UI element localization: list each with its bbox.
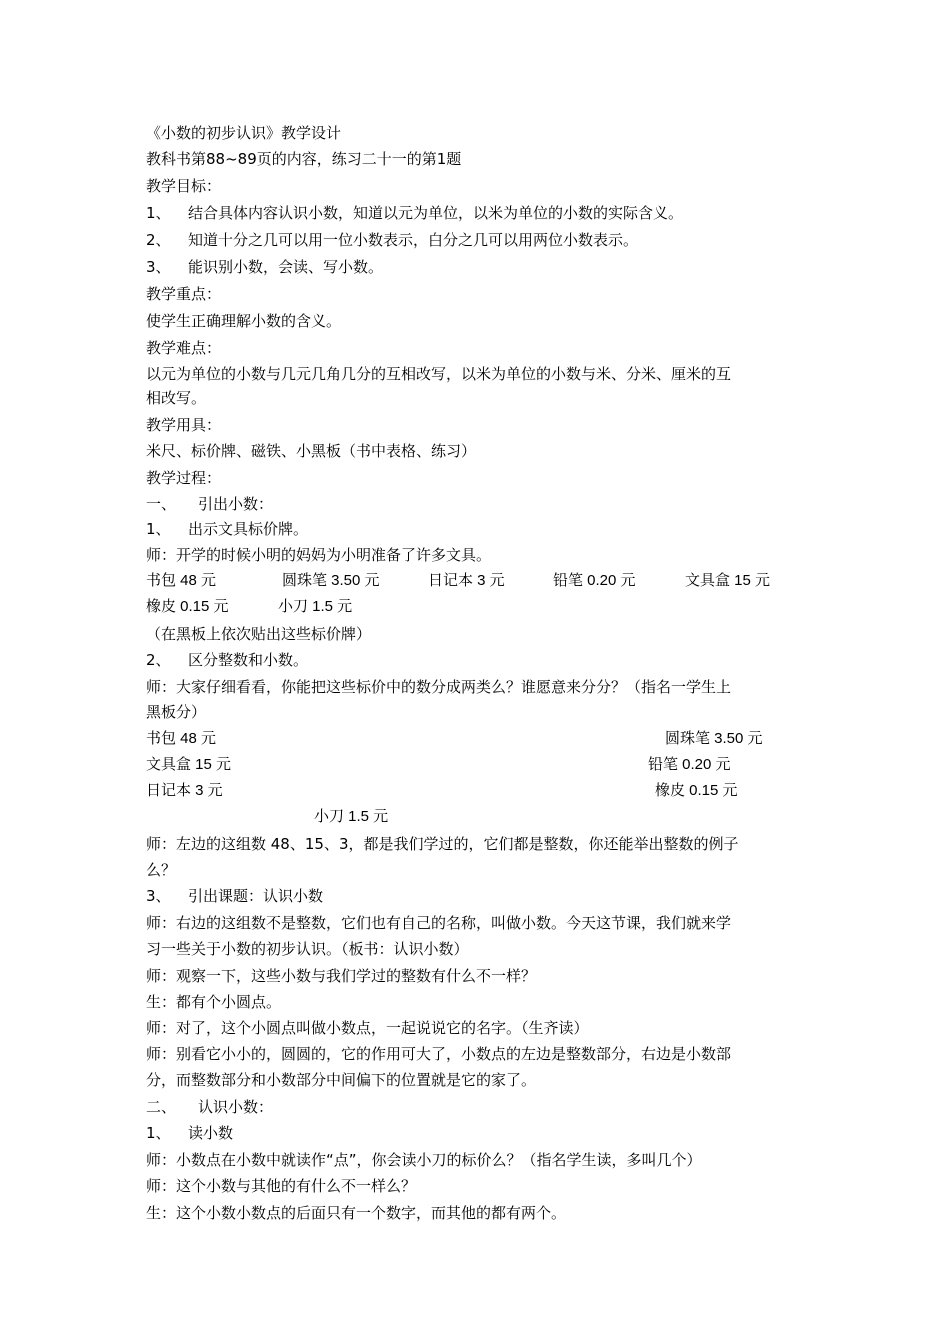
step-heading xyxy=(146,886,323,906)
dialogue-line: 师：右边的这组数不是整数，它们也有自己的名称，叫做小数。今天这节课，我们就来学 xyxy=(146,914,732,932)
integer-price: 书包 48 元 xyxy=(146,730,217,747)
goal-number: 2、 xyxy=(146,231,171,249)
difficulty-heading: 教学难点： xyxy=(146,339,222,357)
decimal-price: 圆珠笔 3.50 元 xyxy=(665,730,763,747)
dialogue-line: 么？ xyxy=(146,861,177,879)
dialogue-line: 师：别看它小小的，圆圆的，它的作用可大了，小数点的左边是整数部分，右边是小数部 xyxy=(146,1045,732,1063)
step-number: 3、 xyxy=(146,887,171,905)
section-title: 引出小数： xyxy=(198,495,274,513)
dialogue-line: 习一些关于小数的初步认识。（板书：认识小数） xyxy=(146,940,469,958)
price-tag: 书包 48 元 xyxy=(146,572,217,589)
tools-heading: 教学用具： xyxy=(146,416,222,434)
dialogue-line: 黑板分） xyxy=(146,703,207,721)
step-number: 1、 xyxy=(146,1124,171,1142)
dialogue-line: 生：这个小数小数点的后面只有一个数字，而其他的都有两个。 xyxy=(146,1204,567,1222)
dialogue-line: 生：都有个小圆点。 xyxy=(146,993,282,1011)
goal-number: 1、 xyxy=(146,204,171,222)
section-title: 认识小数： xyxy=(198,1098,274,1116)
step-heading xyxy=(146,519,308,539)
dialogue-line: 师：小数点在小数中就读作“点”，你会读小刀的标价么？（指名学生读，多叫几个） xyxy=(146,1151,702,1169)
dialogue-line: 师：开学的时候小明的妈妈为小明准备了许多文具。 xyxy=(146,546,492,564)
step-title: 出示文具标价牌。 xyxy=(188,520,309,538)
board-note: （在黑板上依次贴出这些标价牌） xyxy=(146,625,372,643)
process-heading: 教学过程： xyxy=(146,469,222,487)
price-tag: 小刀 1.5 元 xyxy=(278,598,353,615)
price-tag: 橡皮 0.15 元 xyxy=(146,598,229,615)
step-number: 2、 xyxy=(146,651,171,669)
dialogue-line: 分，而整数部分和小数部分中间偏下的位置就是它的家了。 xyxy=(146,1071,537,1089)
price-tag: 圆珠笔 3.50 元 xyxy=(282,572,380,589)
tools-text: 米尺、标价牌、磁铁、小黑板（书中表格、练习） xyxy=(146,442,477,460)
difficulty-text: 相改写。 xyxy=(146,389,207,407)
step-heading xyxy=(146,1123,233,1143)
goal-text: 能识别小数，会读、写小数。 xyxy=(188,258,384,276)
goal-item xyxy=(146,257,383,277)
key-text: 使学生正确理解小数的含义。 xyxy=(146,312,342,330)
difficulty-text: 以元为单位的小数与几元几角几分的互相改写，以米为单位的小数与米、分米、厘米的互 xyxy=(146,365,732,383)
integer-price: 文具盒 15 元 xyxy=(146,756,232,773)
step-heading xyxy=(146,650,308,670)
step-title: 读小数 xyxy=(188,1124,234,1142)
goals-heading: 教学目标： xyxy=(146,177,222,195)
decimal-price: 铅笔 0.20 元 xyxy=(648,756,731,773)
dialogue-line: 师：对了，这个小圆点叫做小数点，一起说说它的名字。（生齐读） xyxy=(146,1019,589,1037)
document-title: 《小数的初步认识》教学设计 xyxy=(146,124,342,142)
goal-item xyxy=(146,230,638,250)
textbook-reference: 教科书第88~89页的内容，练习二十一的第1题 xyxy=(146,150,462,168)
dialogue-line: 师：大家仔细看看，你能把这些标价中的数分成两类么？谁愿意来分分？（指名一学生上 xyxy=(146,678,732,696)
dialogue-line: 师：左边的这组数 48、15、3，都是我们学过的，它们都是整数，你还能举出整数的例子 xyxy=(146,835,739,853)
goal-text: 知道十分之几可以用一位小数表示，白分之几可以用两位小数表示。 xyxy=(188,231,639,249)
goal-item xyxy=(146,203,683,223)
goal-text: 结合具体内容认识小数，知道以元为单位，以米为单位的小数的实际含义。 xyxy=(188,204,684,222)
price-tag: 文具盒 15 元 xyxy=(685,572,771,589)
step-number: 1、 xyxy=(146,520,171,538)
goal-number: 3、 xyxy=(146,258,171,276)
section-number: 二、 xyxy=(146,1098,177,1116)
section-heading xyxy=(146,1097,273,1117)
decimal-price: 橡皮 0.15 元 xyxy=(655,782,738,799)
dialogue-line: 师：这个小数与其他的有什么不一样么？ xyxy=(146,1177,417,1195)
step-title: 区分整数和小数。 xyxy=(188,651,309,669)
section-number: 一、 xyxy=(146,495,177,513)
section-heading xyxy=(146,494,273,514)
step-title: 引出课题：认识小数 xyxy=(188,887,324,905)
price-tag: 日记本 3 元 xyxy=(428,572,505,589)
key-heading: 教学重点： xyxy=(146,285,222,303)
price-tag: 铅笔 0.20 元 xyxy=(553,572,636,589)
dialogue-line: 师：观察一下，这些小数与我们学过的整数有什么不一样？ xyxy=(146,967,537,985)
integer-price: 日记本 3 元 xyxy=(146,782,223,799)
decimal-price: 小刀 1.5 元 xyxy=(314,808,389,825)
